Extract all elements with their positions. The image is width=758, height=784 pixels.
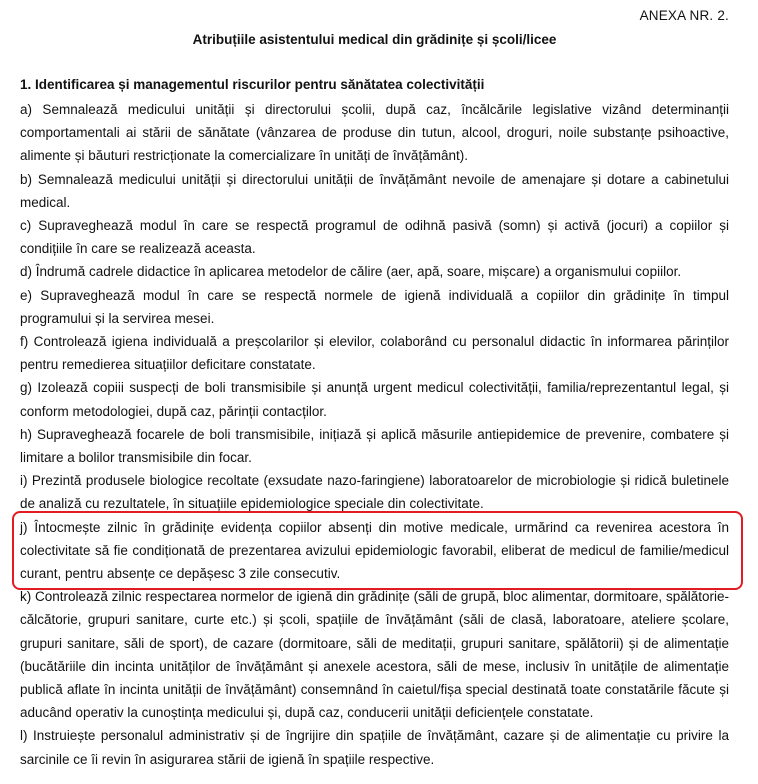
annex-label: ANEXA NR. 2. — [639, 8, 729, 23]
list-item-a: a) Semnalează medicului unității și directorului școlii, după caz, încălcările legislative vizând determinanții comportamentali ai stării de sănătate (vânzarea de produse din tutun, alcool, droguri, noile substanțe psihoactive, alimente și băuturi restricționate la comercializare în unități de învățământ). — [20, 102, 729, 164]
list-item-e: e) Supraveghează modul în care se respectă normele de igienă individuală a copiilor din grădinițe în timpul programului și la servirea mesei. — [20, 287, 729, 326]
list-item-c: c) Supraveghează modul în care se respectă programul de odihnă pasivă (somn) și activă (jocuri) a copiilor și condițiile în care se realizează aceasta. — [20, 218, 729, 257]
document-title: Atribuțiile asistentului medical din grădinițe și școli/licee — [192, 32, 557, 47]
list-item-h: h) Supraveghează focarele de boli transmisibile, inițiază și aplică măsurile antiepidemice de prevenire, combatere și limitare a bolilor transmisibile din focar. — [20, 426, 729, 466]
list-item-k: k) Controlează zilnic respectarea normelor de igienă din grădinițe (săli de grupă, bloc alimentar, dormitoare, spălătorie-călcătorie, grupuri sanitare, curte etc.) și școli, spațiile de învățământ (săli de clasă, laboratoare, ateliere școlare, grupuri sanitare, săli de sport), de cazare (dormitoare, săli de meditații, grupuri sanitare, spălătorii) și de alimentație (bucătăriile din incinta unităților de învățământ și anexele acestora, săli de mese, inclusiv în unitățile de alimentație publică aflate în incinta unității de învățământ) consemnând în caietul/fișa special destinată toate constatările făcute și aducând operativ la cunoștința medicului și, după caz, conducerii unității deficiențele constatate. — [20, 589, 729, 721]
list-item-l: l) Instruiește personalul administrativ și de îngrijire din spațiile de învățământ, cazare și de alimentație cu privire la sarcinile ce îi revin în asigurarea stării de igienă în spațiile respective. — [20, 728, 729, 767]
list-item-g: g) Izolează copiii suspecți de boli transmisibile și anunță urgent medicul colectivității, familia/reprezentantul legal, și conform metodologiei, după caz, părinții contacților. — [20, 380, 729, 419]
list-item-i: i) Prezintă produsele biologice recoltate (exsudate nazo-faringiene) laboratoarelor de microbiologie și ridică buletinele de analiză cu rezultatele, în situațiile epidemiologice speciale din colectivitate. — [20, 473, 729, 512]
section-heading: 1. Identificarea și managementul riscurilor pentru sănătatea colectivității — [20, 77, 485, 92]
list-item-d: d) Îndrumă cadrele didactice în aplicarea metodelor de călire (aer, apă, soare, mișcare) a organismului copiilor. — [20, 264, 682, 280]
item-list — [20, 98, 729, 771]
list-item-f: f) Controlează igiena individuală a preșcolarilor și elevilor, colaborând cu personalul didactic în informarea părinților pentru remedierea situațiilor deficitare constatate. — [20, 334, 729, 373]
highlighted-item-j — [20, 516, 729, 586]
list-item-b: b) Semnalează medicului unității și directorului unității de învățământ nevoile de amenajare și dotare a cabinetului medical. — [20, 171, 729, 210]
list-item-j-text: j) Întocmește zilnic în grădinițe evidența copiilor absenți din motive medicale, urmărind ca revenirea acestora în colectivitate să fie condiționată de prezentarea avizului epidemiologic favorabil, eliberat de medicul de familie/medicul curant, pentru absențe ce depășesc 3 zile consecutiv. — [20, 519, 729, 582]
